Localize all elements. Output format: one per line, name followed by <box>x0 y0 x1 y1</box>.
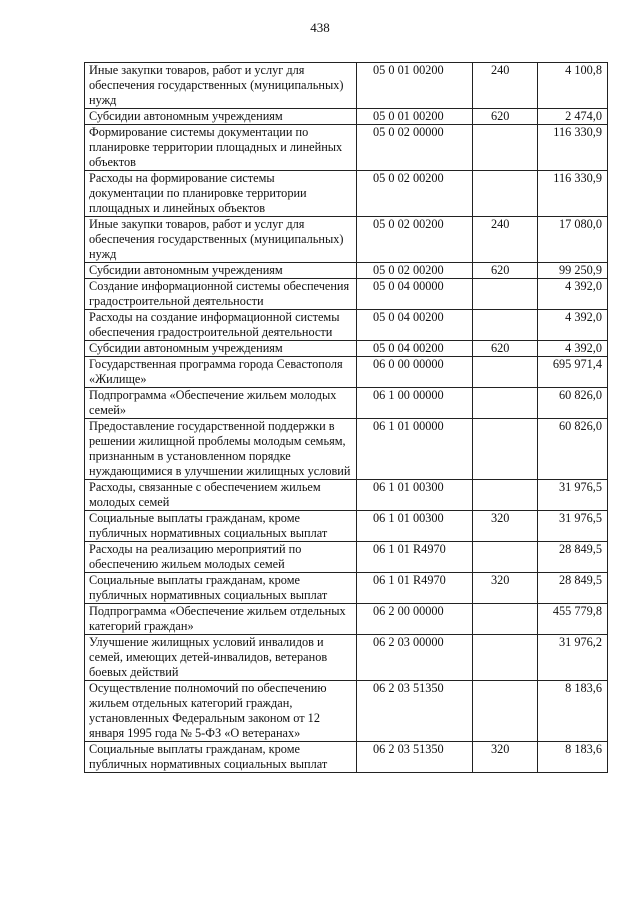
row-type-cell <box>473 542 538 573</box>
row-amount-cell: 116 330,9 <box>538 171 608 217</box>
budget-table-body <box>85 63 608 773</box>
row-name-cell: Расходы, связанные с обеспечением жильем молодых семей <box>85 480 357 511</box>
table-row <box>85 742 608 773</box>
row-amount-cell: 31 976,2 <box>538 635 608 681</box>
row-code-cell: 05 0 02 00200 <box>357 171 473 217</box>
row-code-cell: 06 1 01 R4970 <box>357 573 473 604</box>
table-row <box>85 279 608 310</box>
page-number: 438 <box>310 20 330 35</box>
table-row <box>85 217 608 263</box>
row-type-cell <box>473 604 538 635</box>
row-amount-cell: 99 250,9 <box>538 263 608 279</box>
row-amount-cell: 4 392,0 <box>538 310 608 341</box>
row-type-cell: 320 <box>473 573 538 604</box>
row-name-cell: Субсидии автономным учреждениям <box>85 109 357 125</box>
row-amount-cell: 116 330,9 <box>538 125 608 171</box>
row-amount-cell: 60 826,0 <box>538 388 608 419</box>
row-code-cell: 05 0 01 00200 <box>357 109 473 125</box>
table-row <box>85 604 608 635</box>
row-type-cell <box>473 279 538 310</box>
row-type-cell <box>473 310 538 341</box>
row-type-cell: 240 <box>473 63 538 109</box>
row-type-cell <box>473 419 538 480</box>
row-amount-cell: 4 392,0 <box>538 279 608 310</box>
row-amount-cell: 60 826,0 <box>538 419 608 480</box>
row-code-cell: 06 2 03 00000 <box>357 635 473 681</box>
row-code-cell: 06 1 00 00000 <box>357 388 473 419</box>
row-amount-cell: 8 183,6 <box>538 742 608 773</box>
row-amount-cell: 31 976,5 <box>538 480 608 511</box>
row-name-cell: Предоставление государственной поддержки в решении жилищной проблемы молодым семьям, признанным в установленном порядке нуждающимися в улучшении жилищных условий <box>85 419 357 480</box>
table-row <box>85 310 608 341</box>
table-row <box>85 171 608 217</box>
row-code-cell: 05 0 01 00200 <box>357 63 473 109</box>
row-name-cell: Социальные выплаты гражданам, кроме публичных нормативных социальных выплат <box>85 742 357 773</box>
row-code-cell: 05 0 04 00200 <box>357 341 473 357</box>
table-row <box>85 263 608 279</box>
row-name-cell: Социальные выплаты гражданам, кроме публичных нормативных социальных выплат <box>85 573 357 604</box>
row-type-cell: 320 <box>473 742 538 773</box>
row-amount-cell: 8 183,6 <box>538 681 608 742</box>
row-name-cell: Расходы на реализацию мероприятий по обеспечению жильем молодых семей <box>85 542 357 573</box>
row-amount-cell: 455 779,8 <box>538 604 608 635</box>
row-name-cell: Создание информационной системы обеспечения градостроительной деятельности <box>85 279 357 310</box>
row-code-cell: 06 0 00 00000 <box>357 357 473 388</box>
row-name-cell: Субсидии автономным учреждениям <box>85 341 357 357</box>
table-row <box>85 63 608 109</box>
row-type-cell <box>473 125 538 171</box>
row-code-cell: 05 0 04 00200 <box>357 310 473 341</box>
row-code-cell: 05 0 04 00000 <box>357 279 473 310</box>
row-code-cell: 06 1 01 R4970 <box>357 542 473 573</box>
row-type-cell: 620 <box>473 263 538 279</box>
row-name-cell: Формирование системы документации по планировке территории площадных и линейных объектов <box>85 125 357 171</box>
table-row <box>85 511 608 542</box>
row-type-cell <box>473 171 538 217</box>
row-name-cell: Социальные выплаты гражданам, кроме публичных нормативных социальных выплат <box>85 511 357 542</box>
row-code-cell: 06 1 01 00000 <box>357 419 473 480</box>
row-code-cell: 06 1 01 00300 <box>357 480 473 511</box>
table-row <box>85 388 608 419</box>
table-row <box>85 419 608 480</box>
row-amount-cell: 2 474,0 <box>538 109 608 125</box>
table-row <box>85 681 608 742</box>
row-type-cell <box>473 681 538 742</box>
table-row <box>85 573 608 604</box>
row-code-cell: 05 0 02 00200 <box>357 263 473 279</box>
row-code-cell: 06 2 00 00000 <box>357 604 473 635</box>
table-row <box>85 635 608 681</box>
row-code-cell: 06 2 03 51350 <box>357 681 473 742</box>
row-name-cell: Иные закупки товаров, работ и услуг для обеспечения государственных (муниципальных) нужд <box>85 63 357 109</box>
row-amount-cell: 28 849,5 <box>538 542 608 573</box>
budget-table <box>84 62 608 773</box>
row-amount-cell: 31 976,5 <box>538 511 608 542</box>
table-row <box>85 125 608 171</box>
row-name-cell: Подпрограмма «Обеспечение жильем отдельных категорий граждан» <box>85 604 357 635</box>
row-code-cell: 06 1 01 00300 <box>357 511 473 542</box>
row-amount-cell: 4 392,0 <box>538 341 608 357</box>
row-type-cell: 620 <box>473 109 538 125</box>
table-row <box>85 109 608 125</box>
table-row <box>85 542 608 573</box>
row-type-cell: 320 <box>473 511 538 542</box>
row-name-cell: Субсидии автономным учреждениям <box>85 263 357 279</box>
row-name-cell: Расходы на формирование системы документации по планировке территории площадных и линейных объектов <box>85 171 357 217</box>
row-type-cell <box>473 388 538 419</box>
table-row <box>85 357 608 388</box>
row-code-cell: 06 2 03 51350 <box>357 742 473 773</box>
row-type-cell: 620 <box>473 341 538 357</box>
row-type-cell <box>473 480 538 511</box>
row-type-cell: 240 <box>473 217 538 263</box>
row-amount-cell: 28 849,5 <box>538 573 608 604</box>
row-amount-cell: 17 080,0 <box>538 217 608 263</box>
row-amount-cell: 4 100,8 <box>538 63 608 109</box>
row-type-cell <box>473 635 538 681</box>
row-name-cell: Государственная программа города Севастополя «Жилище» <box>85 357 357 388</box>
row-name-cell: Иные закупки товаров, работ и услуг для обеспечения государственных (муниципальных) нужд <box>85 217 357 263</box>
table-row <box>85 480 608 511</box>
row-type-cell <box>473 357 538 388</box>
table-row <box>85 341 608 357</box>
row-name-cell: Улучшение жилищных условий инвалидов и семей, имеющих детей-инвалидов, ветеранов боевых действий <box>85 635 357 681</box>
row-code-cell: 05 0 02 00000 <box>357 125 473 171</box>
row-name-cell: Осуществление полномочий по обеспечению жильем отдельных категорий граждан, установленных Федеральным законом от 12 января 1995 года № 5-ФЗ «О ветеранах» <box>85 681 357 742</box>
row-code-cell: 05 0 02 00200 <box>357 217 473 263</box>
row-amount-cell: 695 971,4 <box>538 357 608 388</box>
row-name-cell: Расходы на создание информационной системы обеспечения градостроительной деятельности <box>85 310 357 341</box>
row-name-cell: Подпрограмма «Обеспечение жильем молодых семей» <box>85 388 357 419</box>
